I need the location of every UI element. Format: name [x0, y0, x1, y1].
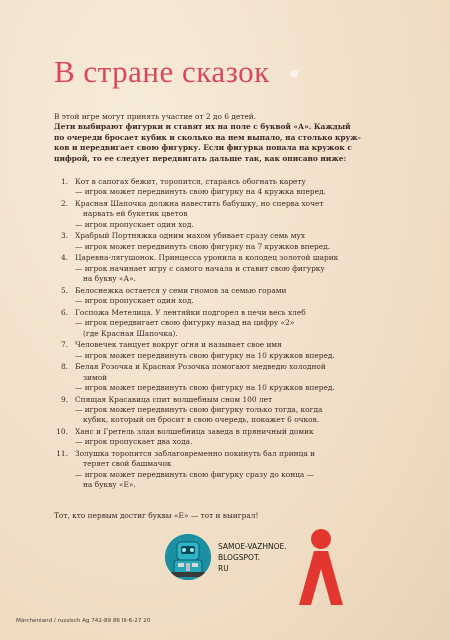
page-title: В стране сказок: [54, 54, 270, 89]
rule-line: нарвать ей букетик цветов: [83, 209, 188, 219]
rule-line: Спящая Красавица спит волшебным сном 100 лет: [75, 394, 273, 404]
rule-line: теряет свой башмачок: [83, 459, 172, 469]
rule-number: 10.: [56, 427, 68, 437]
rule-line: — игрок может передвинуть свою фигурку на 4 кружка вперед.: [75, 187, 326, 197]
rule-line: — игрок пропускает один ход.: [75, 219, 194, 229]
winning-rule: Тот, кто первым достиг буквы «Е» — тот и выиграл!: [54, 511, 259, 520]
rule-number: 4.: [60, 253, 68, 263]
rule-number: 7.: [60, 340, 68, 350]
rule-line: Белая Розочка и Красная Розочка помогают медведю холодной: [75, 362, 326, 372]
rule-number: 8.: [60, 362, 68, 372]
rule-line: на букву «Е».: [83, 480, 136, 490]
rule-line: Кот в сапогах бежит, торопится, стараясь обогнать карету: [75, 177, 306, 186]
rule-line: кубик, который он бросит в свою очередь, покажет 6 очков.: [83, 415, 320, 425]
rule-number: 5.: [60, 285, 68, 295]
rule-number: 11.: [56, 449, 68, 459]
rule-item: [54, 308, 390, 339]
rule-item: [54, 427, 390, 448]
rule-line: — игрок передвигает свою фигурку назад на цифру «2»: [75, 318, 295, 328]
print-info-footer: Märchenland / russisch Ag 742-89 86 III-6-27 20: [16, 618, 151, 624]
rules-list: [54, 177, 390, 492]
rule-line: — игрок может передвинуть свою фигурку сразу до конца —: [75, 469, 315, 479]
rule-line: — игрок пропускает два хода.: [75, 437, 193, 447]
intro-line: В этой игре могут принять участие от 2 до 6 детей.: [54, 112, 256, 121]
watermark-line: BLOGSPOT.: [218, 553, 261, 562]
rule-line: Ханс и Гретель злая волшебница заведа в пряничный домик: [75, 427, 314, 437]
rule-item: [54, 449, 390, 491]
rule-line: — игрок пропускает один ход.: [75, 296, 194, 306]
blog-avatar: [165, 534, 211, 580]
rule-item: [54, 177, 390, 198]
publisher-logo-icon: [297, 525, 345, 607]
rule-line: на букву «А».: [83, 274, 136, 284]
intro-line: ков и передвигает свою фигурку. Если фигурка попала на кружок с: [54, 143, 352, 153]
intro-line: цифрой, то ее следует передвигать дальше так, как описано ниже:: [54, 153, 347, 163]
rule-number: 9.: [60, 394, 68, 404]
rule-item: [54, 286, 390, 307]
rule-number: 2.: [60, 199, 68, 208]
rule-line: Белоснежка остается у семи гномов за семью горами: [75, 285, 287, 295]
rule-number: 3.: [60, 231, 68, 241]
rule-line: Госпожа Метелица. У лентяйки подгорел в печи весь хлеб: [75, 307, 306, 317]
intro-line: по очереди бросает кубик и сколько на нем выпало, на столько круж-: [54, 132, 361, 142]
rule-line: — игрок может передвинуть свою фигурку на 10 кружков вперед.: [75, 350, 335, 360]
rule-line: — игрок может передвинуть свою фигурку только тогда, когда: [75, 405, 323, 415]
rule-number: 6.: [60, 307, 68, 317]
watermark-line: SAMOE-VAZHNOE.: [218, 542, 287, 551]
rule-line: Храбрый Портняжка одним махом убивает сразу семь мух: [75, 231, 306, 241]
rule-line: — игрок начинает игру с самого начала и ставит свою фигурку: [75, 263, 325, 273]
rule-line: — игрок может передвинуть свою фигурку на 7 кружков вперед.: [75, 241, 331, 251]
rule-item: [54, 199, 390, 230]
rule-line: — игрок может передвинуть свою фигурку на 10 кружков вперед.: [75, 383, 335, 393]
intro-line: Дети выбирают фигурки и ставят их на поле с буквой «А». Каждый: [54, 122, 351, 132]
rule-item: [54, 231, 390, 252]
rule-number: 1.: [60, 177, 68, 186]
rule-item: [54, 340, 390, 361]
rule-line: (где Красная Шапочка).: [83, 328, 178, 338]
rule-line: Царевна-лягушонок. Принцесса уронила в колодец золотой шарик: [75, 253, 339, 263]
rule-item: [54, 395, 390, 426]
rule-item: [54, 253, 390, 284]
rule-line: Золушка торопится заблаговременно покинуть бал принца и: [75, 449, 316, 459]
intro-paragraph: [54, 112, 384, 164]
rule-item: [54, 362, 390, 393]
rule-line: Красная Шапочка должна навестить бабушку, но сперва хочет: [75, 199, 324, 208]
paper-speck: [290, 70, 298, 77]
rule-line: зимой: [83, 372, 108, 382]
rule-line: Человечек танцует вокруг огня и называет свое имя: [75, 340, 282, 350]
watermark-line: RU: [218, 564, 229, 573]
robot-toy-icon: [165, 534, 211, 580]
